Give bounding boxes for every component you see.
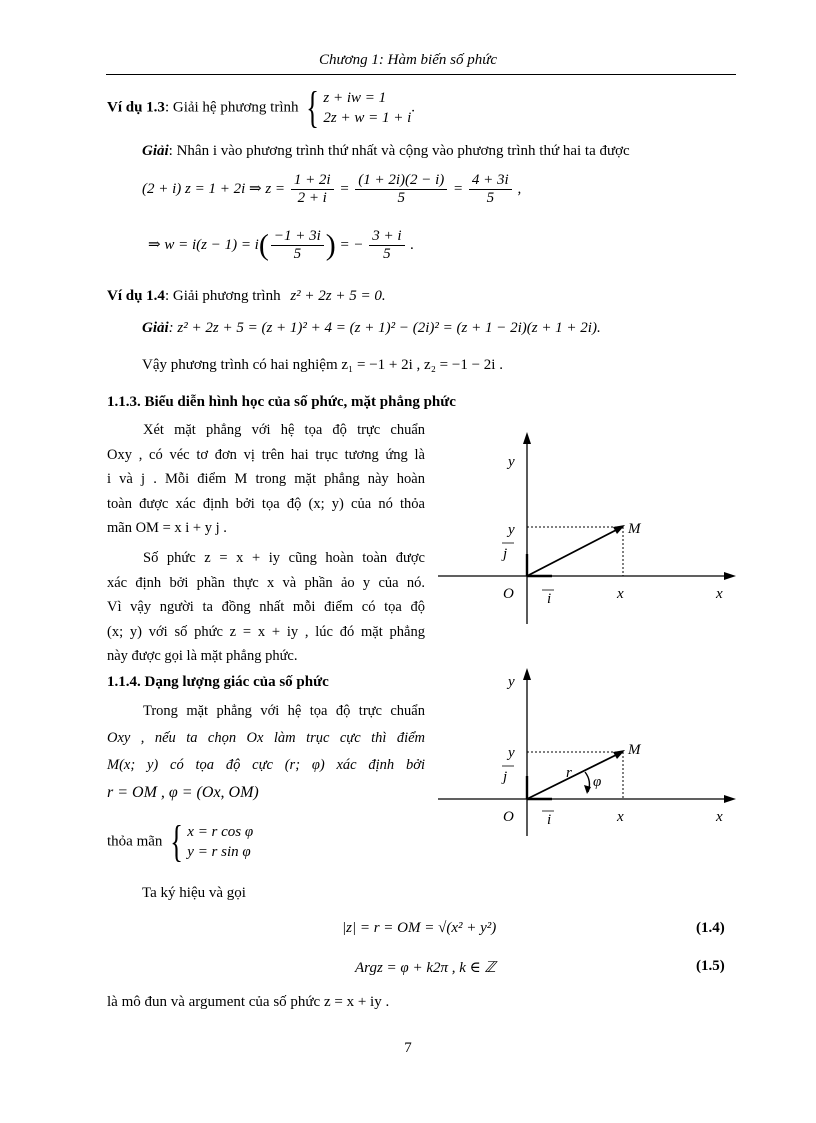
text-line: i và j . Mỗi điểm M trong mặt phẳng này hoàn — [107, 471, 425, 488]
y-axis-label: y — [508, 454, 515, 470]
polar-system — [187, 822, 253, 862]
system-eq-1: z + iw = 1 — [323, 90, 387, 106]
ex13-solution — [142, 143, 630, 160]
section-heading-1-1-3: 1.1.3. Biểu diễn hình học của số phức, mặt phẳng phức — [107, 394, 456, 410]
equation-1-4: |z| = r = OM = √(x² + y²) — [342, 920, 497, 936]
r-label: r — [566, 765, 572, 781]
page-number: 7 — [404, 1040, 412, 1056]
sec113-para2 — [107, 546, 425, 669]
y-axis-arrow — [523, 668, 531, 680]
y-tick-label: y — [508, 745, 515, 761]
sec114-para1 — [107, 698, 425, 806]
text-line: mãn OM = x i + y j . — [107, 520, 227, 537]
solution-label: Giải — [142, 320, 169, 336]
equation-1-5: Argz = φ + k2π , k ∈ ℤ — [355, 960, 496, 976]
origin-label: O — [503, 809, 514, 825]
complex-plane-figure — [430, 428, 740, 628]
example-label: Ví dụ 1.3 — [107, 99, 165, 116]
x-tick-label: x — [617, 586, 624, 602]
y-axis-label: y — [508, 674, 515, 690]
text-line: Số phức z = x + iy cũng hoàn toàn được — [143, 550, 425, 566]
origin-label: O — [503, 586, 514, 602]
y-tick-label: y — [508, 522, 515, 538]
solution-label: Giải — [142, 143, 169, 159]
om-vector — [527, 753, 620, 799]
om-vector — [527, 528, 620, 576]
fraction-3: $\frac{4 + 3i}{5}$ — [469, 172, 512, 207]
text-line: Oxy , nếu ta chọn Ox làm trục cực thì điểm — [107, 730, 425, 746]
text-line: toàn được xác định bởi tọa độ (x; y) của nó thỏa — [107, 495, 425, 512]
sec114-system — [107, 817, 254, 866]
ex13-line1: (2 + i) z = 1 + 2i ⇒ z = $\frac{1 + 2i}{2 + i}$ = $\frac{(1 + 2i)(2 - i)}{5}$ = $\frac{4 + 3i}{5}$ , — [142, 172, 522, 206]
ex13-lhs: (2 + i) z = 1 + 2i ⇒ z = — [142, 180, 286, 197]
header-rule — [106, 74, 736, 75]
example-text: : Giải hệ phương trình — [164, 99, 299, 116]
point-m-label: M — [628, 742, 641, 758]
equation-system — [323, 88, 411, 128]
ex13-lhs2: ⇒ w = i(z − 1) = i — [148, 236, 259, 253]
satisfy-text: thỏa mãn — [107, 833, 163, 850]
fraction-4: $\frac{-1 + 3i}{5}$ — [271, 228, 324, 263]
x-axis-arrow — [724, 795, 736, 803]
system-brace: { — [170, 817, 184, 866]
j-label: j — [503, 546, 508, 562]
x-tick-label: x — [617, 809, 624, 825]
i-label: i — [547, 591, 552, 607]
notation-text: Ta ký hiệu và gọi — [142, 885, 246, 901]
ex13-line2: ⇒ w = i(z − 1) = i( $\frac{-1 + 3i}{5}$ ) = − $\frac{3 + i}{5}$ . — [148, 228, 415, 262]
y-axis-arrow — [523, 432, 531, 444]
text-line: xác định bởi phần thực x và phần ảo y của nó. — [107, 574, 425, 591]
fraction-2: $\frac{(1 + 2i)(2 - i)}{5}$ — [355, 172, 447, 207]
x-axis-label: x — [716, 586, 723, 602]
example-1-4 — [107, 288, 386, 305]
x-axis-arrow — [724, 572, 736, 580]
text-line: này được gọi là mặt phẳng phức. — [107, 648, 298, 665]
point-m-label: M — [628, 521, 641, 537]
text-line: Trong mặt phẳng với hệ tọa độ trực chuẩn — [143, 703, 425, 719]
text-line: Vì vậy người ta đồng nhất mỗi điểm có tọa độ — [107, 599, 425, 616]
equation-number-1-4: (1.4) — [696, 920, 725, 936]
polar-form-figure — [430, 664, 740, 839]
text-line: M(x; y) có tọa độ cực (r; φ) xác định bởi — [107, 757, 425, 773]
ex14-solution — [142, 320, 601, 337]
running-header: Chương 1: Hàm biến số phức — [318, 52, 498, 68]
equation-number-1-5: (1.5) — [696, 958, 725, 974]
solution-equation: : z² + 2z + 5 = (z + 1)² + 4 = (z + 1)² − (2i)² = (z + 1 − 2i)(z + 1 + 2i). — [168, 320, 601, 336]
j-label: j — [503, 769, 508, 785]
example-1-3: Ví dụ 1.3: Giải hệ phương trình { z + iw = 1 2z + w = 1 + i . — [107, 83, 415, 132]
text-line: Oxy , có véc tơ đơn vị trên hai trục tương ứng là — [107, 446, 425, 463]
text-line: Xét mặt phẳng với hệ tọa độ trực chuẩn — [143, 422, 425, 438]
system-brace: { — [306, 83, 320, 132]
system-eq-2: 2z + w = 1 + i — [323, 110, 412, 126]
example-label: Ví dụ 1.4 — [107, 288, 165, 304]
solution-text: : Nhân i vào phương trình thứ nhất và cộng vào phương trình thứ hai ta được — [168, 143, 630, 159]
equation: z² + 2z + 5 = 0. — [290, 288, 386, 304]
section-heading-1-1-4: 1.1.4. Dạng lượng giác của số phức — [107, 674, 329, 690]
example-text: : Giải phương trình — [164, 288, 281, 304]
phi-label: φ — [593, 774, 602, 790]
fraction-5: $\frac{3 + i}{5}$ — [369, 228, 404, 263]
text-line: r = OM , φ = (Ox, OM) — [107, 784, 259, 801]
ex14-conclusion: Vậy phương trình có hai nghiệm z₁ = −1 + 2i , z₂ = −1 − 2i . — [142, 357, 503, 373]
sec113-para1 — [107, 418, 425, 541]
system-eq-1: x = r cos φ — [187, 824, 254, 840]
i-label: i — [547, 812, 552, 828]
closing-sentence: là mô đun và argument của số phức z = x + iy . — [107, 994, 390, 1010]
fraction-1: $\frac{1 + 2i}{2 + i}$ — [291, 172, 334, 207]
x-axis-label: x — [716, 809, 723, 825]
text-line: (x; y) với số phức z = x + iy , lúc đó mặt phẳng — [107, 623, 425, 640]
system-eq-2: y = r sin φ — [187, 844, 251, 860]
